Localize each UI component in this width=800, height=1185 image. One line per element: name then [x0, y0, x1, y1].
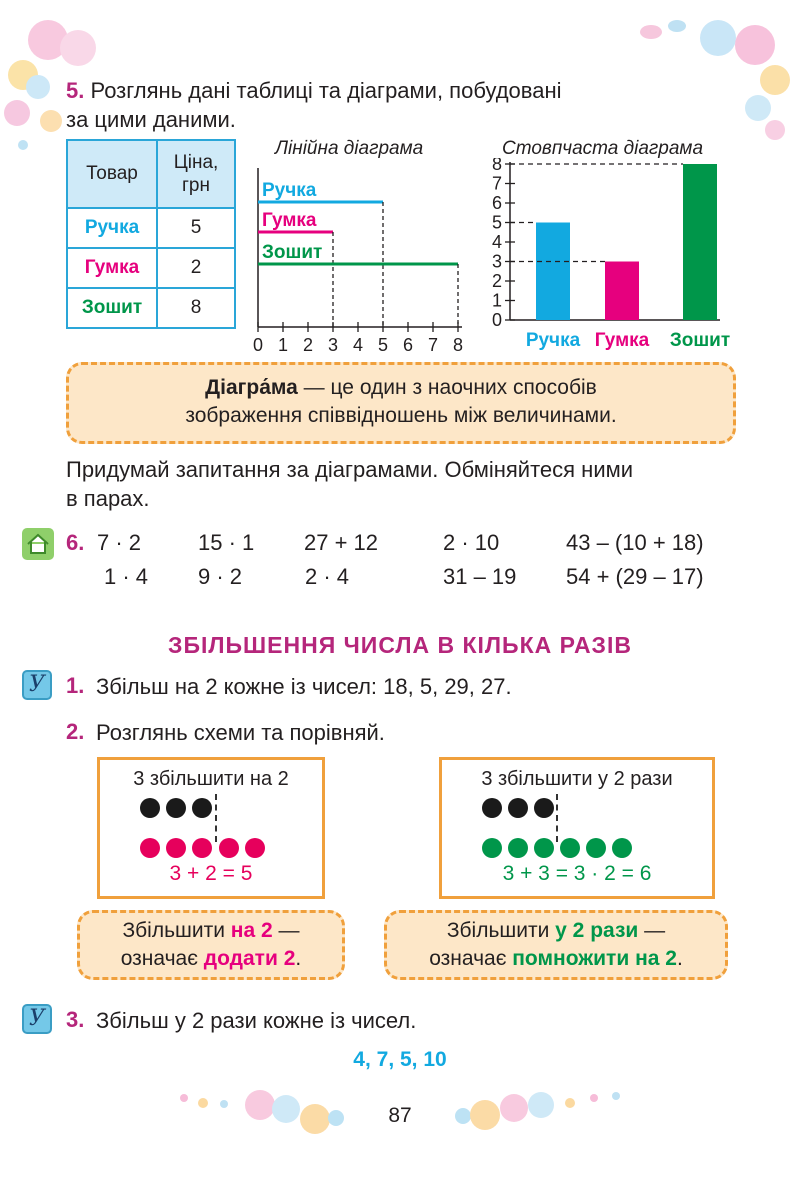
definition-line2: зображення співвідношень між величинами.	[185, 404, 617, 427]
table-row-price: 2	[157, 248, 235, 288]
green-dot	[534, 838, 554, 858]
red-dot	[219, 838, 239, 858]
line-chart-title: Лінійна діаграма	[275, 138, 424, 159]
x-tick-label: 8	[452, 335, 464, 355]
red-dot	[166, 838, 186, 858]
black-dot	[140, 798, 160, 818]
x-tick-label: 0	[252, 335, 264, 355]
table-header-item: Товар	[67, 140, 157, 208]
y-tick-label: 2	[491, 271, 502, 291]
divider-line	[215, 794, 217, 842]
ex6-expr: 43 – (10 + 18)	[566, 530, 704, 555]
table-row-item: Зошит	[67, 288, 157, 328]
table-row-item: Гумка	[67, 248, 157, 288]
ex6-expr: 54 + (29 – 17)	[566, 564, 704, 589]
black-dot	[508, 798, 528, 818]
schema-left-title: 3 збільшити на 2	[133, 768, 289, 790]
category-label: Гумка	[594, 330, 650, 351]
schema-right-title: 3 збільшити у 2 рази	[481, 768, 673, 790]
callout-left: Збільшити на 2 — означає додати 2.	[77, 910, 345, 980]
green-dot	[612, 838, 632, 858]
ex5-number: 5.	[66, 78, 85, 103]
x-tick-label: 5	[377, 335, 389, 355]
schema-right-equation: 3 + 3 = 3 · 2 = 6	[502, 862, 652, 885]
ex6-expr: 1 · 4	[104, 564, 149, 589]
callout-right: Збільшити у 2 рази — означає помножити на 2.	[384, 910, 728, 980]
writing-icon: У	[22, 1004, 52, 1034]
green-dot	[586, 838, 606, 858]
bar-2	[605, 262, 639, 321]
category-label: Ручка	[262, 180, 317, 201]
ex3-numbers: 4, 7, 5, 10	[353, 1048, 447, 1071]
home-icon	[22, 528, 54, 560]
schema-right	[439, 757, 715, 899]
y-tick-label: 8	[491, 158, 502, 174]
y-tick-label: 0	[491, 310, 502, 330]
ex5-text-line1: Розглянь дані таблиці та діаграми, побудовані	[90, 78, 562, 103]
red-dot	[245, 838, 265, 858]
table-row-item: Ручка	[67, 208, 157, 248]
bar-1	[536, 223, 570, 321]
category-label: Зошит	[262, 242, 323, 263]
prompt-text: Придумай запитання за діаграмами. Обміняйтеся ними в парах.	[66, 457, 634, 511]
x-tick-label: 2	[302, 335, 314, 355]
ex3-number: 3.	[66, 1007, 85, 1032]
table-row-price: 8	[157, 288, 235, 328]
ex1-number: 1.	[66, 673, 85, 698]
ex6-expr: 2 · 4	[305, 564, 350, 589]
ex2-text: Розглянь схеми та порівняй.	[96, 720, 385, 745]
red-dot	[140, 838, 160, 858]
black-dot	[534, 798, 554, 818]
x-tick-label: 7	[427, 335, 439, 355]
ex5-text-line2: за цими даними.	[66, 107, 236, 132]
ex6-expr: 2 · 10	[443, 530, 500, 555]
category-label: Ручка	[525, 330, 581, 351]
bar-chart-title: Стовпчаста діаграма	[502, 138, 704, 159]
price-table	[66, 139, 236, 329]
y-tick-label: 6	[491, 193, 502, 213]
writing-icon: У	[22, 670, 52, 700]
y-tick-label: 7	[491, 173, 502, 194]
ex6-number: 6.	[66, 530, 85, 555]
y-tick-label: 3	[491, 251, 502, 272]
category-label: Гумка	[262, 210, 317, 231]
x-tick-label: 6	[402, 335, 414, 355]
ex6-expr: 15 · 1	[198, 530, 255, 555]
definition-rest: — це один з наочних способів	[297, 376, 597, 399]
definition-callout	[66, 362, 736, 444]
y-tick-label: 5	[491, 212, 502, 233]
y-tick-label: 4	[491, 232, 502, 252]
y-tick-label: 1	[491, 290, 502, 311]
ex6-expr: 27 + 12	[304, 530, 379, 555]
ex2-number: 2.	[66, 719, 85, 744]
x-tick-label: 3	[327, 335, 339, 355]
ex6-expr: 7 · 2	[97, 530, 142, 555]
black-dot	[166, 798, 186, 818]
red-dot	[192, 838, 212, 858]
ex6-expr: 31 – 19	[443, 564, 517, 589]
bar-chart	[480, 158, 740, 353]
green-dot	[508, 838, 528, 858]
green-dot	[482, 838, 502, 858]
x-tick-label: 1	[277, 335, 289, 355]
green-dot	[560, 838, 580, 858]
line-chart	[248, 160, 478, 355]
ex1-text: Збільш на 2 кожне із чисел: 18, 5, 29, 27.	[96, 674, 512, 699]
table-header-price: Ціна, грн	[157, 140, 235, 208]
ex3-text: Збільш у 2 рази кожне із чисел.	[96, 1008, 417, 1033]
x-tick-label: 4	[352, 335, 364, 355]
definition-term: Діагра́ма	[205, 376, 298, 399]
divider-line	[556, 794, 558, 842]
page-number: 87	[388, 1104, 412, 1127]
schema-left-equation: 3 + 2 = 5	[169, 862, 253, 885]
table-row-price: 5	[157, 208, 235, 248]
schema-left	[97, 757, 325, 899]
section-title: ЗБІЛЬШЕННЯ ЧИСЛА В КІЛЬКА РАЗІВ	[168, 632, 632, 658]
ex6-expr: 9 · 2	[198, 564, 243, 589]
bar-3	[683, 164, 717, 320]
ex5-text	[66, 76, 746, 134]
black-dot	[482, 798, 502, 818]
category-label: Зошит	[669, 330, 731, 351]
black-dot	[192, 798, 212, 818]
